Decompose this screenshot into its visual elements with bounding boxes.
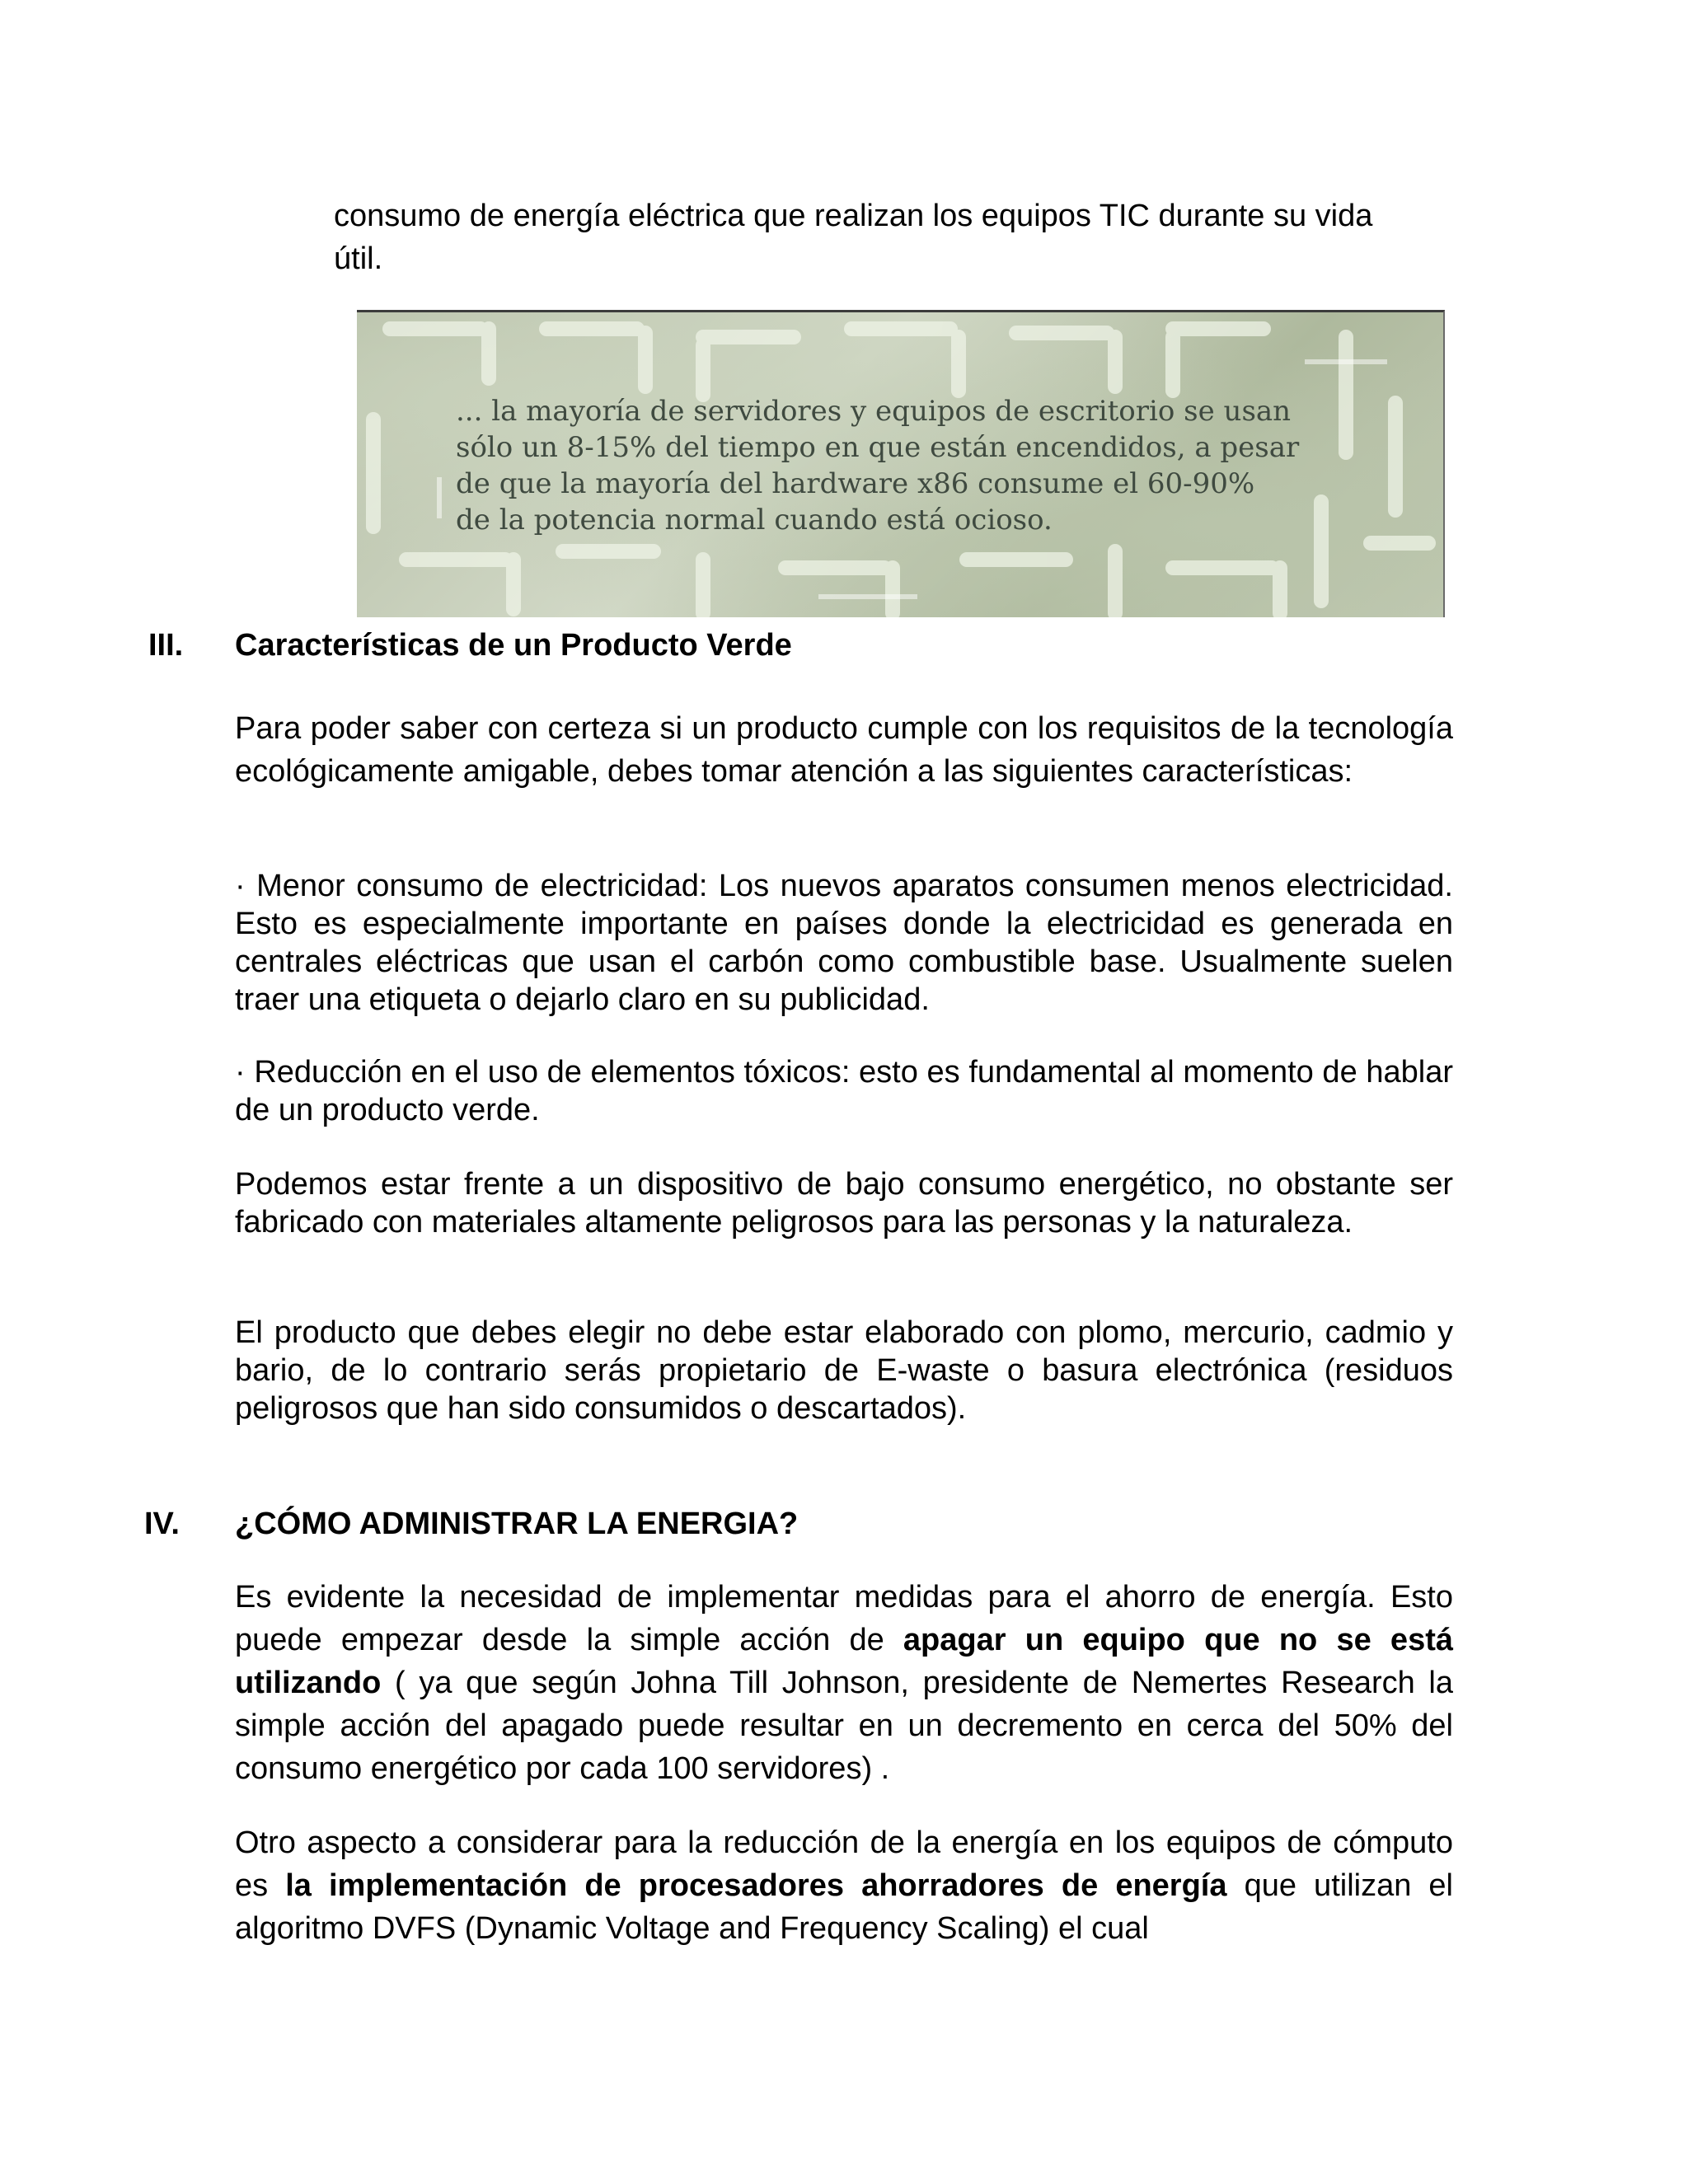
quote-banner-image bbox=[357, 310, 1445, 617]
banner-quote-line-4: de la potencia normal cuando está ocioso. bbox=[456, 504, 1053, 537]
section-4-paragraph-2 bbox=[235, 1821, 1453, 1950]
banner-quote-line-1: ... la mayoría de servidores y equipos de escritorio se usan bbox=[456, 395, 1292, 428]
section-3-paragraph-device: Podemos estar frente a un dispositivo de bajo consumo energético, no obstante ser fabricado con materiales altamente peligrosos para las personas y la naturaleza. bbox=[235, 1167, 1453, 1240]
section-3-bullet-electricity: · Menor consumo de electricidad: Los nuevos aparatos consumen menos electricidad. Esto es especialmente importante en países donde la electricidad es generada en centrales eléctricas que usan el carbón como combustible base. Usualmente suelen traer una etiqueta o dejarlo claro en su publicidad. bbox=[235, 869, 1453, 1017]
section-3-title: Características de un Producto Verde bbox=[235, 628, 792, 663]
section-3-number: III. bbox=[148, 628, 184, 663]
section-3-bullet-toxic: · Reducción en el uso de elementos tóxicos: esto es fundamental al momento de hablar de un producto verde. bbox=[235, 1055, 1453, 1127]
banner-quote bbox=[456, 393, 1404, 538]
section-3-intro: Para poder saber con certeza si un producto cumple con los requisitos de la tecnología ecológicamente amigable, debes tomar atención a las siguientes características: bbox=[235, 711, 1453, 789]
intro-line-1: consumo de energía eléctrica que realizan los equipos TIC durante su vida bbox=[334, 199, 1373, 233]
section-4-p2-text-a: Otro aspecto a considerar para la reducción de la energía en los equipos de cómputo es bbox=[235, 1825, 1453, 1903]
banner-quote-line-2: sólo un 8-15% del tiempo en que están encendidos, a pesar bbox=[456, 431, 1300, 464]
section-4-p1-bold: apagar un equipo que no se está utilizando bbox=[235, 1623, 1453, 1700]
section-4-p1-text-b: ( ya que según Johna Till Johnson, presidente de Nemertes Research la simple acción del apagado puede resultar en un decremento en cerca del 50% del consumo energético por cada 100 servidores) . bbox=[235, 1666, 1453, 1786]
banner-quote-line-3: de que la mayoría del hardware x86 consume el 60-90% bbox=[456, 467, 1255, 500]
section-4-title: ¿CÓMO ADMINISTRAR LA ENERGIA? bbox=[235, 1507, 799, 1541]
section-4-p1-text-a: Es evidente la necesidad de implementar medidas para el ahorro de energía. Esto puede empezar desde la simple acción de bbox=[235, 1580, 1453, 1657]
section-4-p2-bold: la implementación de procesadores ahorradores de energía bbox=[285, 1868, 1227, 1903]
intro-line-2: útil. bbox=[334, 241, 383, 276]
section-4-p2-text-b: que utilizan el algoritmo DVFS (Dynamic Voltage and Frequency Scaling) el cual bbox=[235, 1868, 1453, 1946]
section-3-paragraph-ewaste: El producto que debes elegir no debe estar elaborado con plomo, mercurio, cadmio y bario, de lo contrario serás propietario de E-waste o basura electrónica (residuos peligrosos que han sido consumidos o descartados). bbox=[235, 1315, 1453, 1426]
section-4-number: IV. bbox=[144, 1507, 180, 1541]
section-4-paragraph-1 bbox=[235, 1576, 1453, 1790]
